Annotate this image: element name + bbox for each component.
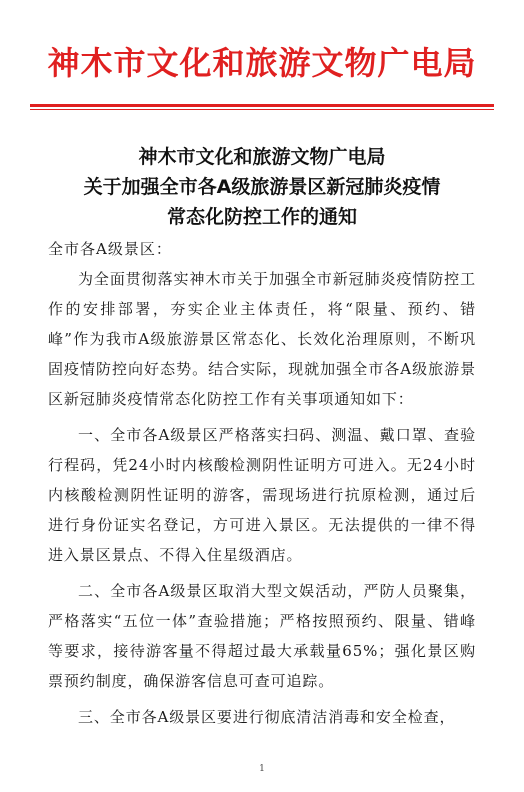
body-text	[48, 264, 476, 738]
letterhead-rule-thin	[30, 109, 494, 110]
paragraph-item-3: 三、全市各A级景区要进行彻底清洁消毒和安全检查，	[78, 708, 456, 726]
salutation: 全市各A级景区：	[48, 240, 172, 258]
paragraph-intro: 为全面贯彻落实神木市关于加强全市新冠肺炎疫情防控工作的安排部署，夯实企业主体责任，将“限量、预约、错峰”作为我市A级旅游景区常态化、长效化治理原则，不断巩固疫情防控向好态势。结合实际，现就加强全市各A级旅游景区新冠肺炎疫情常态化防控工作有关事项通知如下：	[48, 270, 476, 408]
paragraph-item-1: 一、全市各A级景区严格落实扫码、测温、戴口罩、查验行程码，凭24小时内核酸检测阴性证明方可进入。无24小时内核酸检测阴性证明的游客，需现场进行抗原检测，通过后进行身份证实名登记，方可进入景区。无法提供的一律不得进入景区景点、不得入住星级酒店。	[48, 426, 476, 564]
title-line-2: 关于加强全市各A级旅游景区新冠肺炎疫情	[83, 176, 441, 198]
title-line-3: 常态化防控工作的通知	[166, 206, 357, 228]
letterhead-org-name: 神木市文化和旅游文物广电局	[47, 44, 477, 82]
letterhead-rule-thick	[30, 104, 494, 107]
paragraph-item-2: 二、全市各A级景区取消大型文娱活动，严防人员聚集，严格落实“五位一体”查验措施；严格按照预约、限量、错峰等要求，接待游客量不得超过最大承载量65%；强化景区购票预约制度，确保游客信息可查可追踪。	[48, 582, 476, 690]
title-line-1: 神木市文化和旅游文物广电局	[138, 146, 386, 168]
page-number: 1	[259, 764, 265, 774]
